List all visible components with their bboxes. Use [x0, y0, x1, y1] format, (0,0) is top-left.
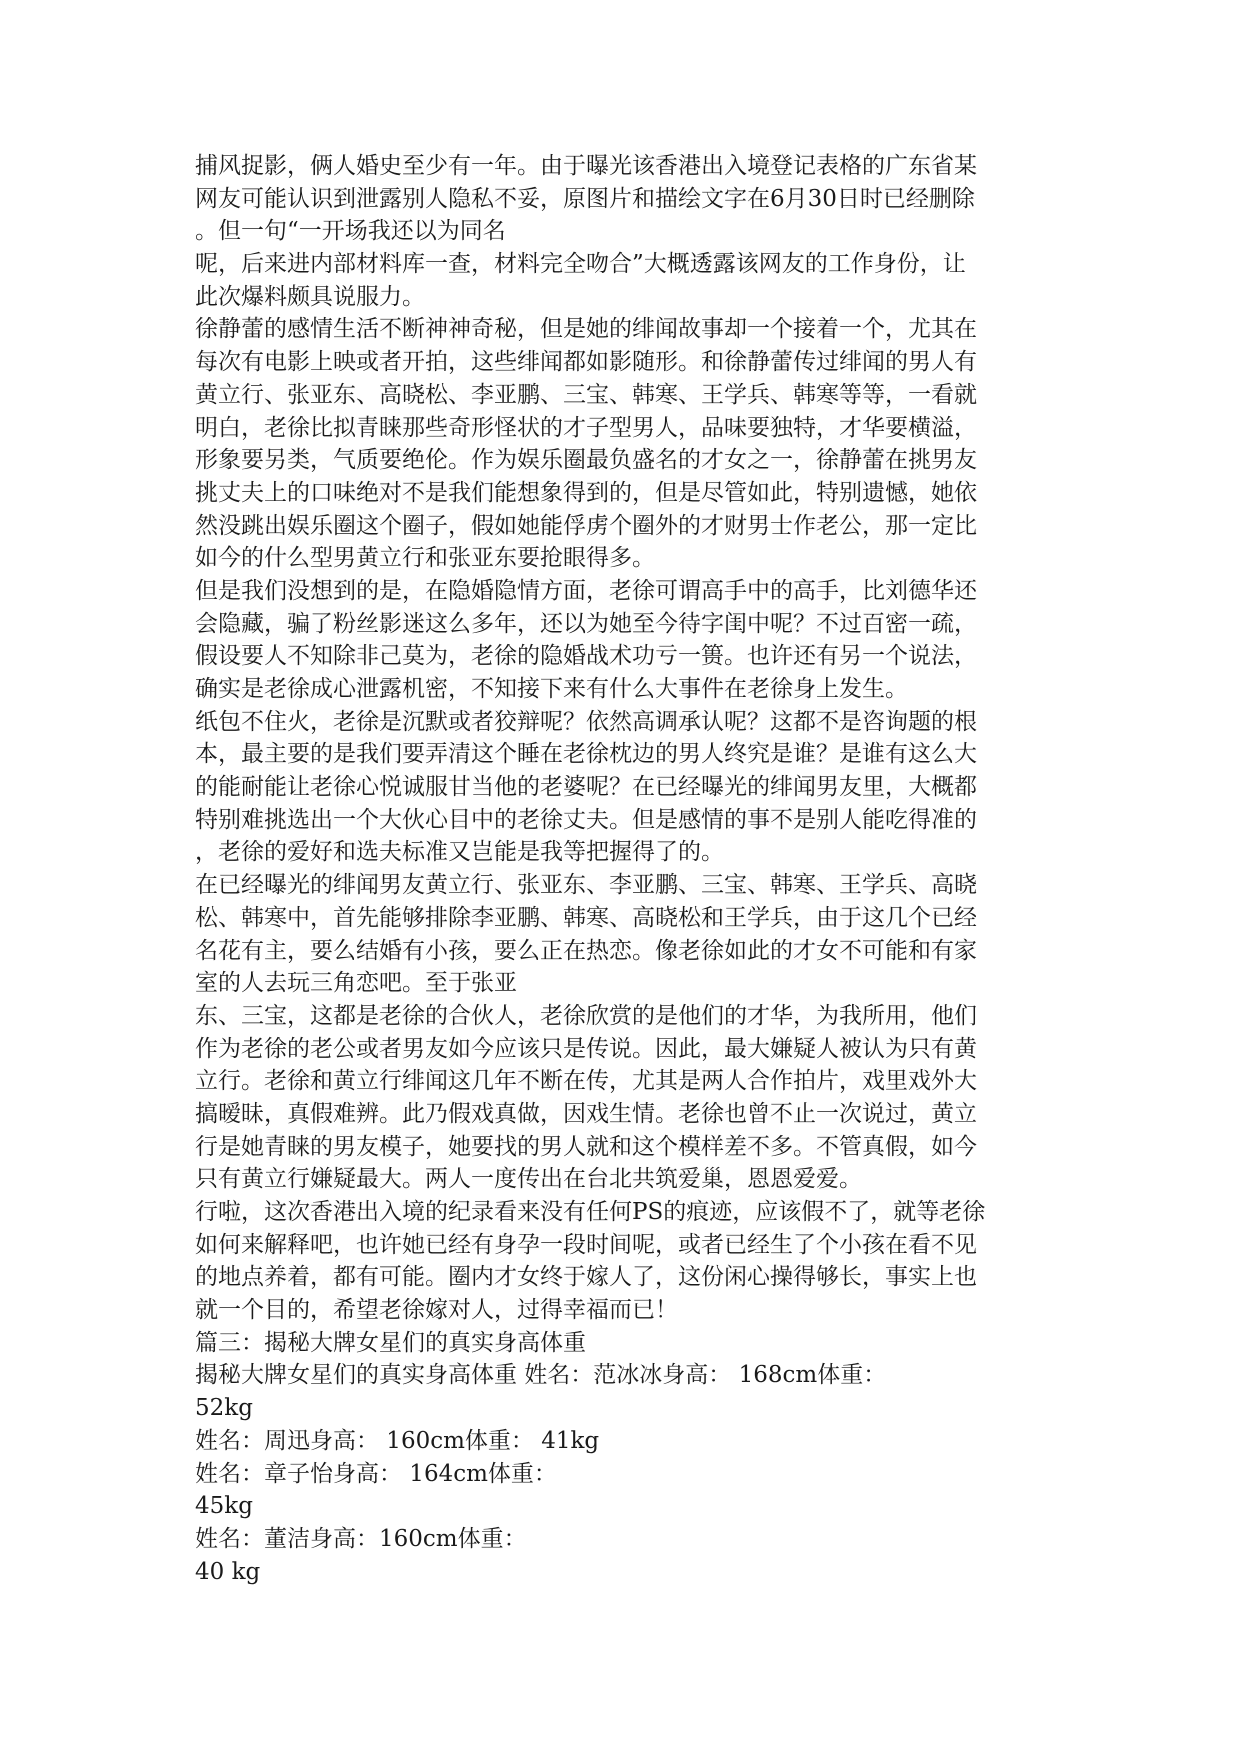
text-line: 每次有电影上映或者开拍，这些绯闻都如影随形。和徐静蕾传过绯闻的男人有 [195, 349, 977, 376]
text-line: 室的人去玩三角恋吧。至于张亚 [195, 970, 517, 997]
text-line: ，老徐的爱好和选夫标准又岂能是我等把握得了的。 [195, 839, 724, 866]
text-line: 只有黄立行嫌疑最大。两人一度传出在台北共筑爱巢，恩恩爱爱。 [195, 1166, 862, 1193]
text-line: 挑丈夫上的口味绝对不是我们能想象得到的，但是尽管如此，特别遗憾，她依 [195, 479, 977, 506]
text-line: 松、韩寒中，首先能够排除李亚鹏、韩寒、高晓松和王学兵，由于这几个已经 [195, 904, 977, 931]
text-line: 黄立行、张亚东、高晓松、李亚鹏、三宝、韩寒、王学兵、韩寒等等，一看就 [195, 381, 977, 408]
text-line: 立行。老徐和黄立行绯闻这几年不断在传，尤其是两人合作拍片，戏里戏外大 [195, 1068, 977, 1095]
section-heading: 篇三：揭秘大牌女星们的真实身高体重 [195, 1329, 586, 1356]
text-line: 40 kg [195, 1558, 261, 1585]
text-line: 但是我们没想到的是，在隐婚隐情方面，老徐可谓高手中的高手，比刘德华还 [195, 577, 977, 604]
text-line: 姓名：周迅身高： 160cm体重： 41kg [195, 1427, 600, 1454]
body-text [195, 150, 1095, 1588]
text-line: 姓名：董洁身高：160cm体重： [195, 1525, 527, 1552]
text-line: 揭秘大牌女星们的真实身高体重 姓名：范冰冰身高： 168cm体重： [195, 1362, 887, 1389]
text-line: 姓名：章子怡身高： 164cm体重： [195, 1460, 557, 1487]
text-line: 明白，老徐比拟青睐那些奇形怪状的才子型男人，品味要独特，才华要横溢， [195, 414, 977, 441]
text-line: 东、三宝，这都是老徐的合伙人，老徐欣赏的是他们的才华，为我所用，他们 [195, 1002, 977, 1029]
text-line: 纸包不住火，老徐是沉默或者狡辩呢？依然高调承认呢？这都不是咨询题的根 [195, 708, 977, 735]
text-line: 的地点养着，都有可能。圈内才女终于嫁人了，这份闲心操得够长，事实上也 [195, 1264, 977, 1291]
text-line: 行啦，这次香港出入境的纪录看来没有任何PS的痕迹，应该假不了，就等老徐 [195, 1199, 986, 1225]
text-line: 搞暧昧，真假难辨。此乃假戏真做，因戏生情。老徐也曾不止一次说过，黄立 [195, 1100, 977, 1127]
text-line: 在已经曝光的绯闻男友黄立行、张亚东、李亚鹏、三宝、韩寒、王学兵、高晓 [195, 872, 977, 899]
text-line: 此次爆料颇具说服力。 [195, 283, 425, 310]
text-line: 作为老徐的老公或者男友如今应该只是传说。因此，最大嫌疑人被认为只有黄 [195, 1035, 977, 1062]
text-line: 确实是老徐成心泄露机密，不知接下来有什么大事件在老徐身上发生。 [195, 676, 908, 702]
text-line: 名花有主，要么结婚有小孩，要么正在热恋。像老徐如此的才女不可能和有家 [195, 937, 977, 964]
text-line: 45kg [195, 1493, 253, 1520]
text-line: 呢，后来进内部材料库一查，材料完全吻合”大概透露该网友的工作身份，让 [195, 251, 966, 278]
text-line: 52kg [195, 1395, 253, 1422]
text-line: 网友可能认识到泄露别人隐私不妥，原图片和描绘文字在6月30日时已经删除 [195, 185, 975, 212]
text-line: 捕风捉影，俩人婚史至少有一年。由于曝光该香港出入境登记表格的广东省某 [195, 153, 977, 179]
text-line: 会隐藏，骗了粉丝影迷这么多年，还以为她至今待字闺中呢？不过百密一疏， [195, 610, 977, 637]
text-line: 假设要人不知除非己莫为，老徐的隐婚战术功亏一篑。也许还有另一个说法， [195, 643, 977, 670]
text-line: 如何来解释吧，也许她已经有身孕一段时间呢，或者已经生了个小孩在看不见 [195, 1231, 977, 1258]
text-line: 特别难挑选出一个大伙心目中的老徐丈夫。但是感情的事不是别人能吃得准的 [195, 806, 977, 833]
text-line: 行是她青睐的男友模子，她要找的男人就和这个模样差不多。不管真假，如今 [195, 1133, 977, 1160]
text-line: 的能耐能让老徐心悦诚服甘当他的老婆呢？在已经曝光的绯闻男友里，大概都 [195, 774, 977, 801]
text-line: 如今的什么型男黄立行和张亚东要抢眼得多。 [195, 545, 655, 572]
text-line: 。但一句“一开场我还以为同名 [195, 218, 506, 245]
text-line: 然没跳出娱乐圈这个圈子，假如她能俘虏个圈外的才财男士作老公，那一定比 [195, 512, 977, 539]
text-line: 就一个目的，希望老徐嫁对人，过得幸福而已！ [195, 1297, 678, 1324]
text-line: 本，最主要的是我们要弄清这个睡在老徐枕边的男人终究是谁？是谁有这么大 [195, 741, 977, 768]
text-line: 徐静蕾的感情生活不断神神奇秘，但是她的绯闻故事却一个接着一个，尤其在 [195, 316, 977, 343]
text-line: 形象要另类，气质要绝伦。作为娱乐圈最负盛名的才女之一，徐静蕾在挑男友 [195, 447, 977, 474]
